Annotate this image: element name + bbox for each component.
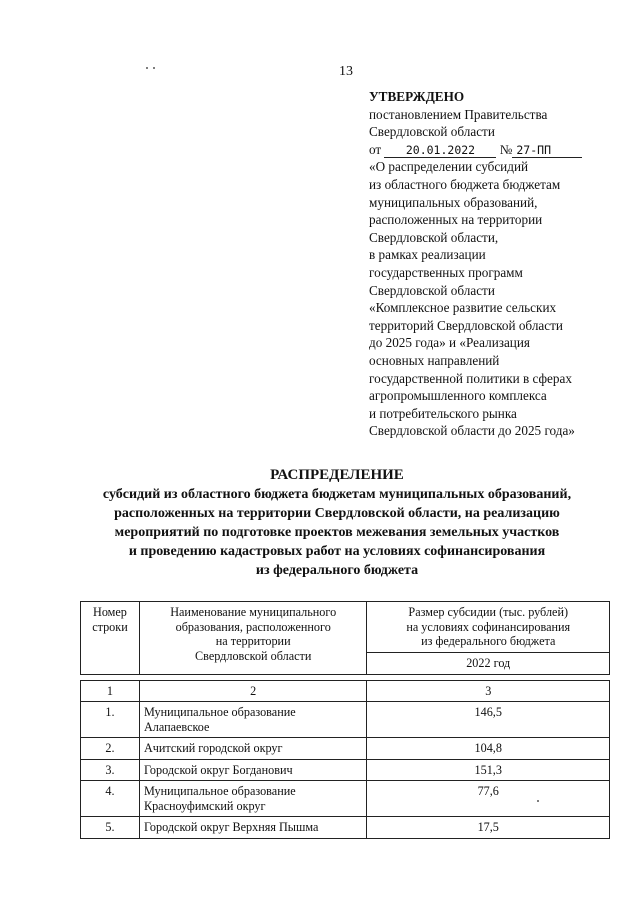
numbering-cell: 2 [139, 680, 367, 702]
numbering-cell: 3 [367, 680, 610, 702]
row-value: 146,5 [367, 702, 610, 738]
title-line: и проведению кадастровых работ на условиях софинансирования [128, 544, 546, 559]
resolution-line: Свердловской области [369, 282, 495, 298]
row-municipality: Городской округ Богданович [139, 759, 367, 781]
scan-speck [146, 67, 148, 69]
row-value: 77,6 [367, 781, 610, 817]
row-value: 104,8 [367, 738, 610, 760]
table-row [81, 781, 610, 817]
row-value: 151,3 [367, 759, 610, 781]
page-number: 13 [339, 64, 353, 79]
approval-date-line [369, 141, 631, 159]
row-number: 5. [81, 817, 140, 839]
resolution-line: территорий Свердловской области [369, 317, 563, 333]
row-municipality: Муниципальное образование Алапаевское [139, 702, 367, 738]
row-value: 17,5 [367, 817, 610, 839]
resolution-line: Свердловской области, [369, 229, 499, 245]
row-municipality: Ачитский городской округ [139, 738, 367, 760]
title-main: РАСПРЕДЕЛЕНИЕ [270, 467, 404, 483]
scan-speck [537, 800, 539, 802]
header-subsidy: Размер субсидии (тыс. рублей) на условиях софинансирования из федерального бюджета [367, 602, 610, 653]
number-prefix: № [499, 141, 513, 157]
resolution-line: «О распределении субсидий [369, 159, 529, 175]
resolution-line: Свердловской области до 2025 года» [369, 423, 575, 439]
title-line: расположенных на территории Свердловской области, на реализацию [114, 506, 560, 521]
approval-block [369, 88, 631, 440]
resolution-line: государственной политики в сферах [369, 370, 572, 386]
row-number: 1. [81, 702, 140, 738]
table-row [81, 702, 610, 738]
title-line: из федерального бюджета [255, 563, 419, 578]
row-municipality: Муниципальное образование Красноуфимский округ [139, 781, 367, 817]
title-line: мероприятий по подготовке проектов межевания земельных участков [114, 525, 560, 540]
table-row [81, 738, 610, 760]
table-header-row [81, 602, 610, 653]
header-municipality: Наименование муниципального образования, расположенного на территории Свердловской области [139, 602, 367, 675]
resolution-line: муниципальных образований, [369, 194, 538, 210]
resolution-line: и потребительского рынка [369, 405, 517, 421]
resolution-line: «Комплексное развитие сельских [369, 300, 557, 316]
row-number: 2. [81, 738, 140, 760]
numbering-cell: 1 [81, 680, 140, 702]
table-row [81, 759, 610, 781]
header-year: 2022 год [367, 653, 610, 675]
approval-heading: УТВЕРЖДЕНО [369, 89, 465, 104]
distribution-table [80, 601, 610, 839]
resolution-line: государственных программ [369, 264, 523, 280]
header-row-number: Номер строки [81, 602, 140, 675]
resolution-line: расположенных на территории [369, 212, 543, 228]
document-title [40, 466, 634, 580]
table-numbering-row [81, 680, 610, 702]
date-prefix: от [369, 141, 382, 157]
row-number: 3. [81, 759, 140, 781]
resolution-line: агропромышленного комплекса [369, 388, 547, 404]
approval-line: Свердловской области [369, 124, 495, 140]
table-row [81, 817, 610, 839]
title-line: субсидий из областного бюджета бюджетам муниципальных образований, [102, 487, 572, 502]
number-value: 27-ПП [512, 144, 582, 158]
resolution-line: до 2025 года» и «Реализация [369, 335, 530, 351]
row-municipality: Городской округ Верхняя Пышма [139, 817, 367, 839]
scan-speck [153, 67, 155, 69]
resolution-line: из областного бюджета бюджетам [369, 176, 561, 192]
date-value: 20.01.2022 [384, 144, 496, 158]
resolution-line: в рамках реализации [369, 247, 486, 263]
row-number: 4. [81, 781, 140, 817]
resolution-name [369, 158, 631, 440]
approval-line: постановлением Правительства [369, 106, 548, 122]
resolution-line: основных направлений [369, 352, 500, 368]
